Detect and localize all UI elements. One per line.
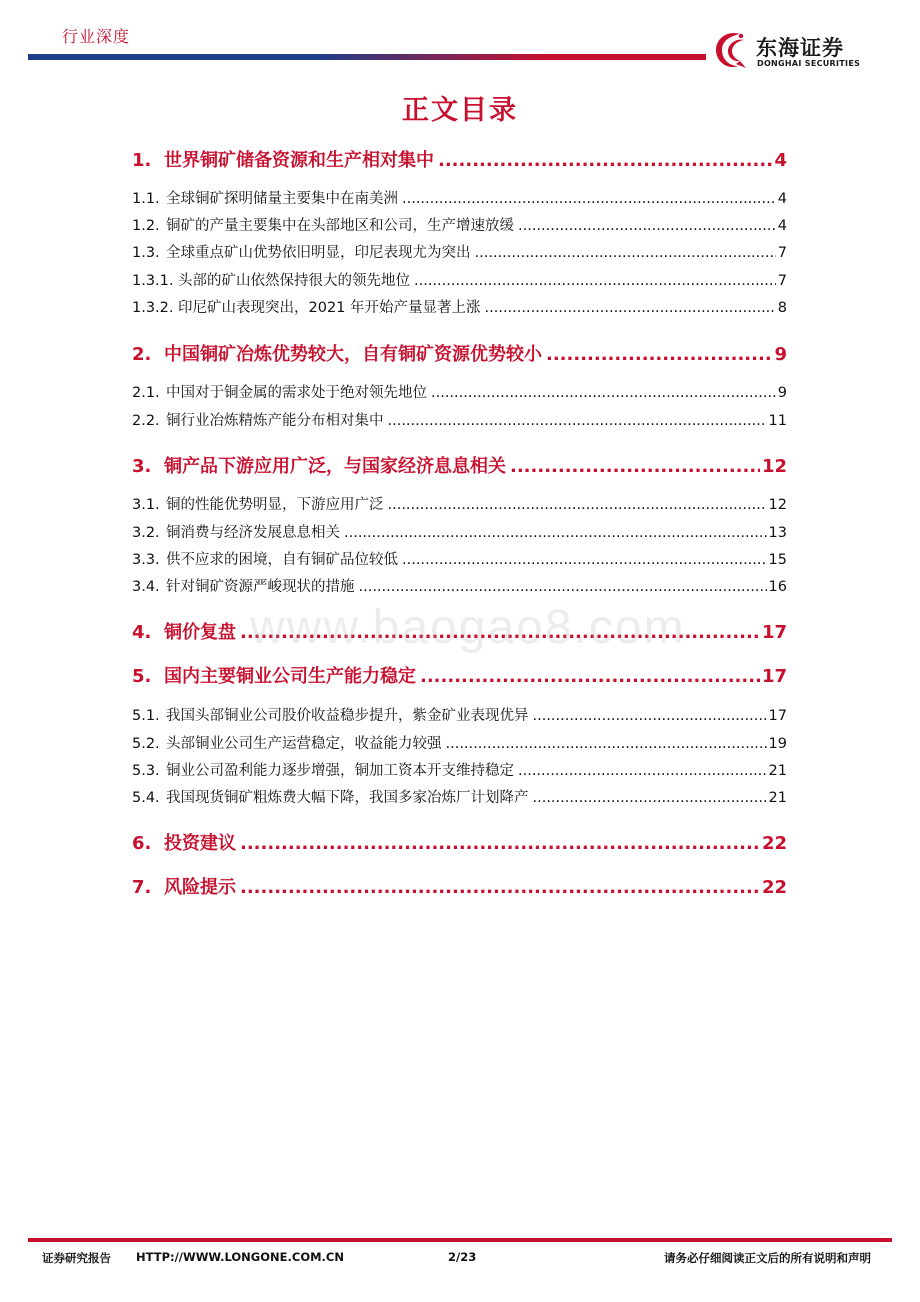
toc-title: 铜矿的产量主要集中在头部地区和公司，生产增速放缓 <box>166 218 514 234</box>
toc-leader <box>402 552 767 568</box>
logo-text-en: DONGHAI SECURITIES <box>757 59 861 68</box>
toc-page: 17 <box>761 666 787 687</box>
toc-leader <box>388 413 767 429</box>
toc-title: 头部的矿山依然保持很大的领先地位 <box>178 273 410 289</box>
footer-report-type: 证券研究报告 <box>42 1251 111 1265</box>
toc-leader <box>510 456 760 477</box>
toc-number: 5. <box>132 666 152 687</box>
toc-number: 3.2. <box>132 525 160 541</box>
toc-page: 11 <box>768 413 787 429</box>
toc-number: 1.2. <box>132 218 160 234</box>
toc-entry[interactable] <box>132 409 787 430</box>
toc-leader <box>518 763 767 779</box>
toc-page: 19 <box>768 736 787 752</box>
toc-leader <box>240 877 760 898</box>
toc-page: 17 <box>768 708 787 724</box>
toc-entry[interactable] <box>132 873 787 899</box>
toc-leader <box>420 666 760 687</box>
toc-page: 15 <box>768 552 787 568</box>
footer-rule <box>28 1238 892 1242</box>
toc-title: 全球铜矿探明储量主要集中在南美洲 <box>166 191 398 207</box>
toc-number: 6. <box>132 833 152 854</box>
toc-entry[interactable] <box>132 662 787 688</box>
toc-title: 印尼矿山表现突出，2021 年开始产量显著上涨 <box>178 300 481 316</box>
toc-entry[interactable] <box>132 452 787 478</box>
toc-entry[interactable] <box>132 575 787 596</box>
toc-page: 8 <box>777 300 787 316</box>
toc-title: 风险提示 <box>164 877 236 898</box>
toc-leader <box>518 218 776 234</box>
toc-number: 2.1. <box>132 385 160 401</box>
toc-number: 5.2. <box>132 736 160 752</box>
toc-leader <box>388 497 767 513</box>
toc-entry[interactable] <box>132 381 787 402</box>
toc-entry[interactable] <box>132 493 787 514</box>
toc-entry[interactable] <box>132 269 787 290</box>
toc-title: 国内主要铜业公司生产能力稳定 <box>164 666 416 687</box>
toc-title: 头部铜业公司生产运营稳定，收益能力较强 <box>166 736 442 752</box>
toc-entry[interactable] <box>132 732 787 753</box>
toc-leader <box>475 245 776 261</box>
toc-leader <box>533 790 767 806</box>
toc-number: 2. <box>132 344 152 365</box>
toc-title: 铜产品下游应用广泛，与国家经济息息相关 <box>164 456 506 477</box>
toc-entry[interactable] <box>132 548 787 569</box>
toc-title: 我国现货铜矿粗炼费大幅下降，我国多家冶炼厂计划降产 <box>166 790 529 806</box>
toc-leader <box>533 708 767 724</box>
toc-page: 12 <box>768 497 787 513</box>
toc-leader <box>402 191 776 207</box>
toc-page: 4 <box>774 150 787 171</box>
toc-title: 中国铜矿冶炼优势较大，自有铜矿资源优势较小 <box>164 344 542 365</box>
toc-title: 投资建议 <box>164 833 236 854</box>
toc-leader <box>431 385 776 401</box>
toc-title: 针对铜矿资源严峻现状的措施 <box>166 579 355 595</box>
toc-entry[interactable] <box>132 340 787 366</box>
watermark: www.baogao8.com <box>250 601 686 654</box>
toc-title: 铜业公司盈利能力逐步增强，铜加工资本开支维持稳定 <box>166 763 514 779</box>
toc-number: 3.1. <box>132 497 160 513</box>
toc-leader <box>344 525 767 541</box>
toc-number: 1.3. <box>132 245 160 261</box>
page-number: 2/23 <box>448 1250 477 1264</box>
toc-number: 1.3.1. <box>132 273 174 289</box>
toc-entry[interactable] <box>132 786 787 807</box>
toc-entry[interactable] <box>132 146 787 172</box>
toc-entry[interactable] <box>132 214 787 235</box>
toc-title: 铜行业冶炼精炼产能分布相对集中 <box>166 413 384 429</box>
toc-title: 全球重点矿山优势依旧明显，印尼表现尤为突出 <box>166 245 471 261</box>
toc-title: 铜消费与经济发展息息相关 <box>166 525 340 541</box>
toc-title: 铜的性能优势明显，下游应用广泛 <box>166 497 384 513</box>
toc-entry[interactable] <box>132 521 787 542</box>
logo-text-cn: 东海证券 <box>756 36 844 60</box>
toc-page: 12 <box>761 456 787 477</box>
dragon-logo-icon <box>710 28 752 72</box>
toc-leader <box>414 273 776 289</box>
toc-number: 1. <box>132 150 152 171</box>
toc-number: 2.2. <box>132 413 160 429</box>
company-logo <box>706 28 892 74</box>
toc-number: 1.1. <box>132 191 160 207</box>
toc-title: 铜价复盘 <box>164 622 236 643</box>
toc-page: 22 <box>761 833 787 854</box>
toc-entry[interactable] <box>132 759 787 780</box>
page-title: 正文目录 <box>402 95 518 126</box>
toc-leader <box>446 736 767 752</box>
toc-title: 我国头部铜业公司股价收益稳步提升，紫金矿业表现优异 <box>166 708 529 724</box>
toc-entry[interactable] <box>132 829 787 855</box>
toc-page: 9 <box>777 385 787 401</box>
footer-disclaimer: 请务必仔细阅读正文后的所有说明和声明 <box>664 1251 871 1265</box>
toc-page: 7 <box>777 273 787 289</box>
toc-number: 3.3. <box>132 552 160 568</box>
toc-entry[interactable] <box>132 241 787 262</box>
toc-leader <box>359 579 767 595</box>
toc-page: 13 <box>768 525 787 541</box>
toc-page: 21 <box>768 790 787 806</box>
toc-leader <box>546 344 772 365</box>
toc-number: 5.3. <box>132 763 160 779</box>
toc-number: 1.3.2. <box>132 300 174 316</box>
toc-number: 3. <box>132 456 152 477</box>
footer-url-link[interactable]: HTTP://WWW.LONGONE.COM.CN <box>136 1250 344 1264</box>
toc-entry[interactable] <box>132 704 787 725</box>
toc-title: 中国对于铜金属的需求处于绝对领先地位 <box>166 385 427 401</box>
toc-number: 5.4. <box>132 790 160 806</box>
toc-page: 22 <box>761 877 787 898</box>
toc-page: 4 <box>777 218 787 234</box>
toc-number: 5.1. <box>132 708 160 724</box>
toc-page: 17 <box>761 622 787 643</box>
toc-page: 7 <box>777 245 787 261</box>
toc-number: 7. <box>132 877 152 898</box>
toc-entry[interactable] <box>132 187 787 208</box>
toc-page: 9 <box>774 344 787 365</box>
header-rule-gradient <box>28 54 548 60</box>
toc-page: 16 <box>768 579 787 595</box>
toc-entry[interactable] <box>132 296 787 317</box>
toc-page: 4 <box>777 191 787 207</box>
toc-number: 3.4. <box>132 579 160 595</box>
toc-leader <box>485 300 776 316</box>
toc-number: 4. <box>132 622 152 643</box>
toc-leader <box>240 833 760 854</box>
toc-leader <box>438 150 772 171</box>
section-tag: 行业深度 <box>62 27 131 46</box>
toc-title: 世界铜矿储备资源和生产相对集中 <box>164 150 434 171</box>
toc-title: 供不应求的困境，自有铜矿品位较低 <box>166 552 398 568</box>
toc-page: 21 <box>768 763 787 779</box>
